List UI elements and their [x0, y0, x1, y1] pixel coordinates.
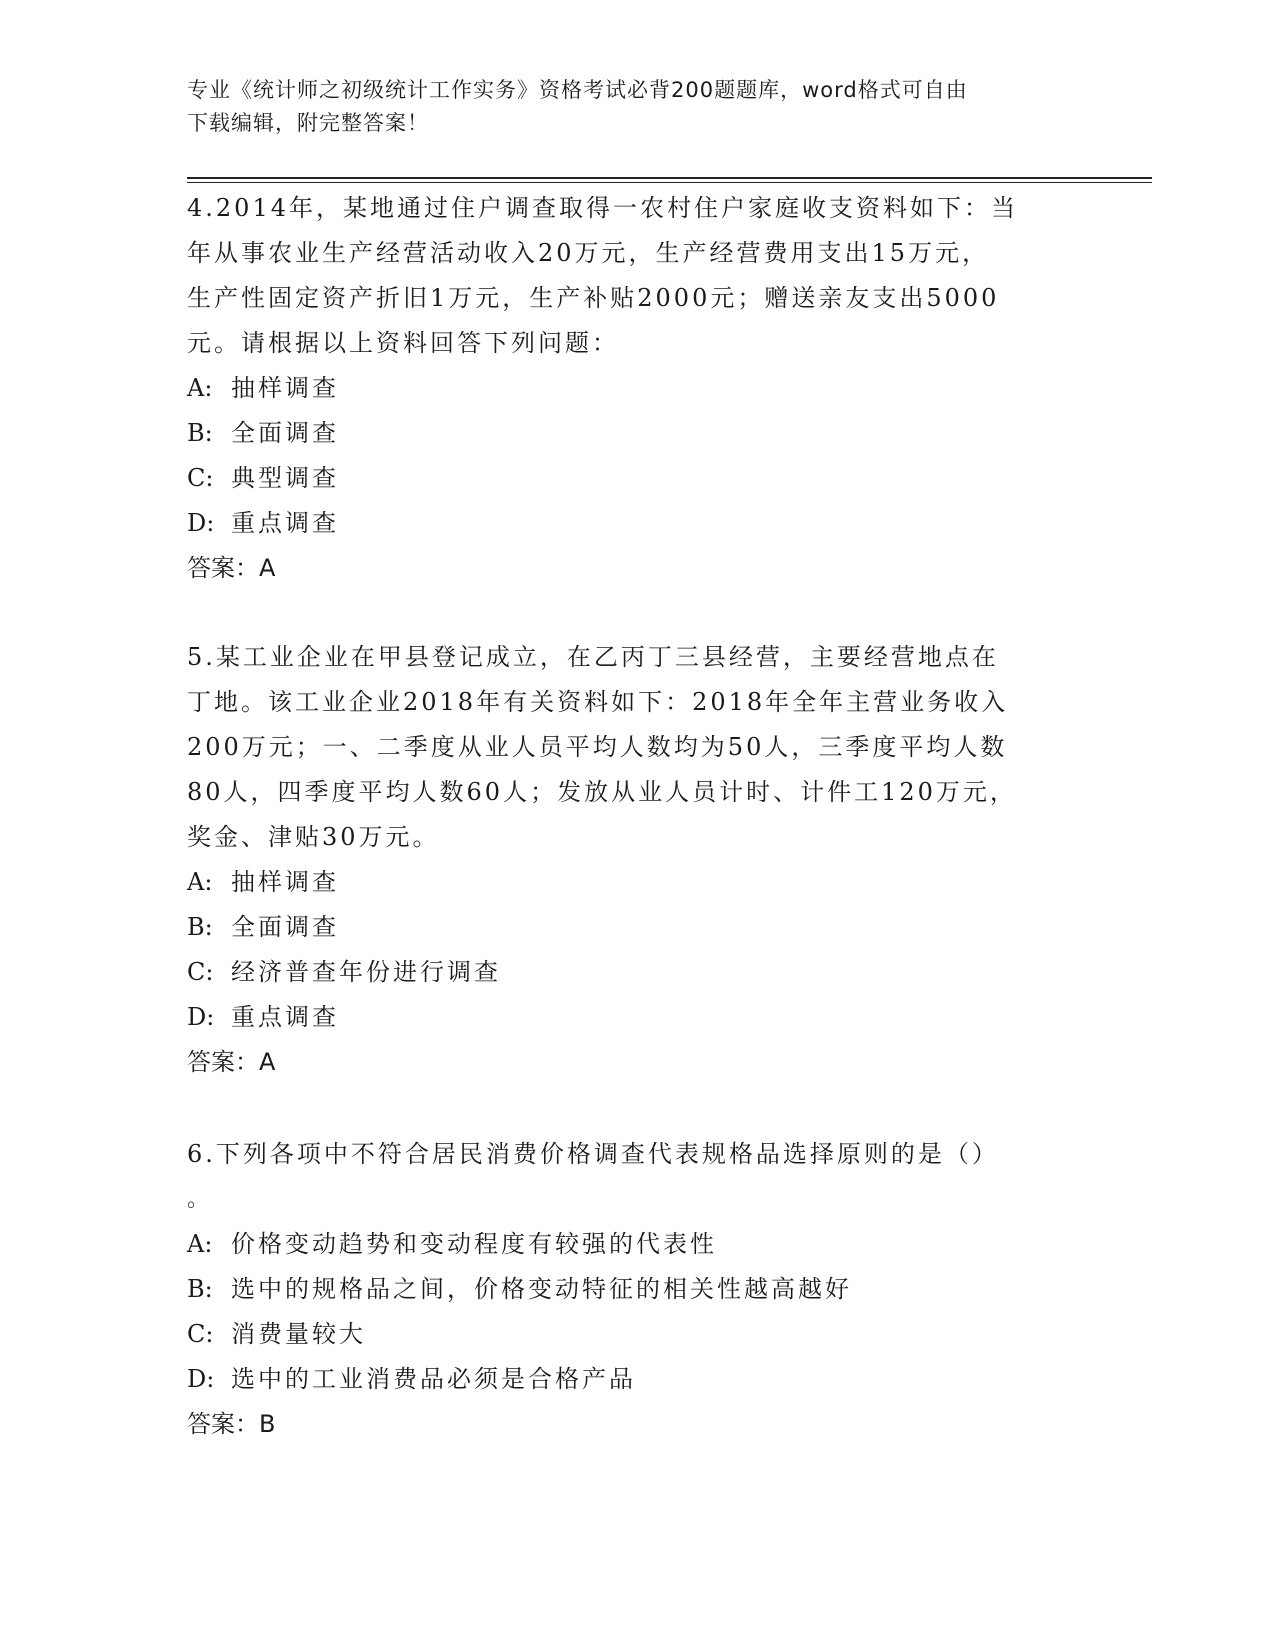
question-stem-line: 80人，四季度平均人数60人；发放从业人员计时、计件工120万元，: [187, 778, 1017, 806]
option-a: A: 价格变动趋势和变动程度有较强的代表性: [187, 1230, 717, 1258]
option-b: B: 选中的规格品之间，价格变动特征的相关性越高越好: [187, 1275, 852, 1303]
header-line-1: 专业《统计师之初级统计工作实务》资格考试必背200题题库，word格式可自由: [187, 78, 968, 102]
question-5: [187, 635, 1067, 1085]
question-4: [187, 186, 1067, 591]
question-stem-line: 丁地。该工业企业2018年有关资料如下：2018年全年主营业务收入: [187, 688, 1009, 716]
question-stem-tail: 。: [187, 1187, 210, 1212]
option-d: D: 重点调查: [187, 509, 339, 537]
question-6: [187, 1132, 1067, 1447]
question-stem-line: 4.2014年，某地通过住户调查取得一农村住户家庭收支资料如下：当: [187, 194, 1018, 222]
answer: 答案：A: [187, 1048, 276, 1076]
answer: 答案：B: [187, 1410, 276, 1438]
option-b: B: 全面调查: [187, 913, 339, 941]
option-d: D: 重点调查: [187, 1003, 339, 1031]
question-stem-line: 5.某工业企业在甲县登记成立，在乙丙丁三县经营，主要经营地点在: [187, 643, 999, 671]
option-b: B: 全面调查: [187, 419, 339, 447]
question-stem-line: 奖金、津贴30万元。: [187, 823, 440, 851]
header-divider-thin: [187, 182, 1152, 183]
header-line-2: 下载编辑，附完整答案！: [187, 111, 429, 135]
answer: 答案：A: [187, 554, 276, 582]
question-stem-line: 年从事农业生产经营活动收入20万元，生产经营费用支出15万元，: [187, 239, 990, 267]
document-header: [187, 74, 1067, 140]
option-a: A: 抽样调查: [187, 374, 339, 402]
question-stem-line: 生产性固定资产折旧1万元，生产补贴2000元；赠送亲友支出5000: [187, 284, 1000, 312]
question-stem-line: 元。请根据以上资料回答下列问题：: [187, 329, 619, 357]
option-c: C: 经济普查年份进行调查: [187, 958, 501, 986]
option-c: C: 典型调查: [187, 464, 339, 492]
option-d: D: 选中的工业消费品必须是合格产品: [187, 1365, 636, 1393]
option-c: C: 消费量较大: [187, 1320, 366, 1348]
question-stem-line: 200万元；一、二季度从业人员平均人数均为50人，三季度平均人数: [187, 733, 1008, 761]
option-a: A: 抽样调查: [187, 868, 339, 896]
header-divider: [187, 177, 1152, 179]
question-stem-line: 6.下列各项中不符合居民消费价格调查代表规格品选择原则的是（）: [187, 1140, 999, 1168]
